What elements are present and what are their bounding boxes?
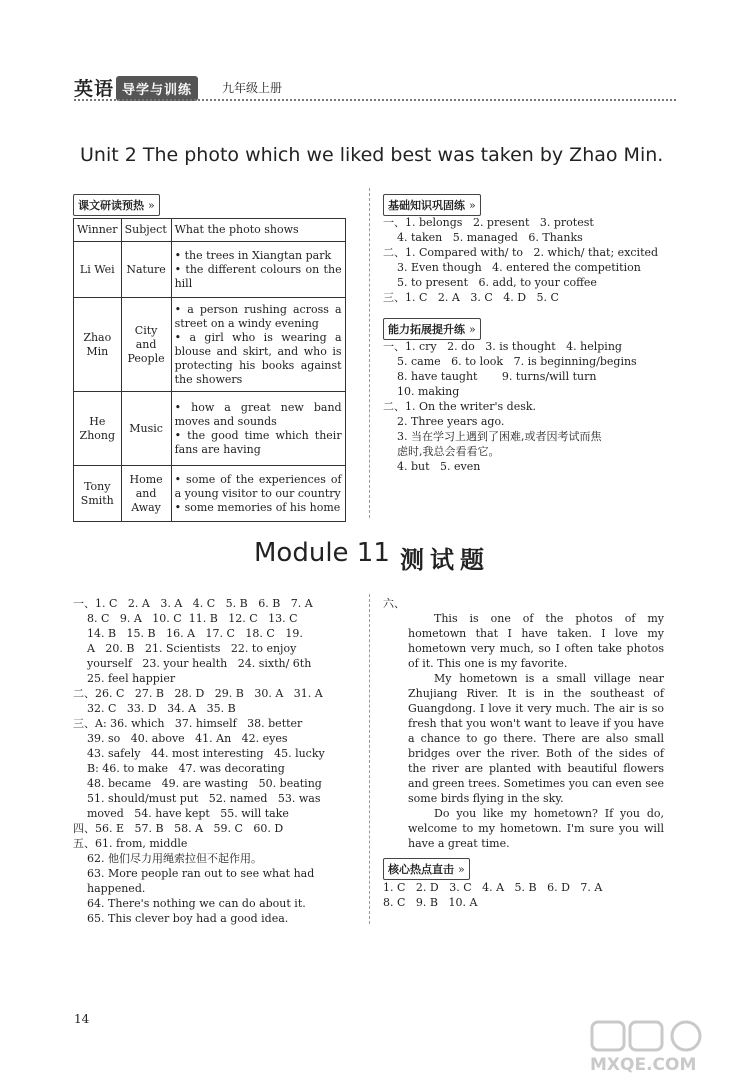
answer-line: 43. safely 44. most interesting 45. lucky: [73, 747, 325, 760]
answer-line: 5. to present 6. add, to your coffee: [383, 276, 597, 289]
essay-paragraph: My hometown is a small village near Zhujiang River. It is in the southeast of Guangdong. I love it very much. The air is so fresh that you won't want to leave if you have a chance to go there. There are also small bridges over the river. Both of the sides of the river are planted with beautiful flowers and green trees. Sometimes you can even see some birds flying in the sky.: [408, 672, 664, 805]
photo-winners-table: [73, 218, 346, 522]
header-grade: 九年级上册: [222, 81, 283, 95]
subject-cell: Home and Away: [121, 466, 171, 522]
essay-paragraph: This is one of the photos of my hometown that I have taken. I love my hometown very much, so I often take photos of it. This one is my favorite.: [408, 612, 664, 670]
photo-shows-item: • the trees in Xiangtan park: [174, 248, 332, 262]
answer-line: 14. B 15. B 16. A 17. C 18. C 19.: [73, 627, 303, 640]
chevron-right-icon: »: [148, 199, 155, 212]
answer-line: 8. have taught 9. turns/will turn: [383, 370, 597, 383]
column-divider: [369, 188, 370, 518]
winner-cell: Tony Smith: [74, 466, 122, 522]
photo-shows-cell: [171, 392, 345, 466]
photo-shows-item: • a person rushing across a street on a windy evening: [174, 302, 342, 330]
unit-title: Unit 2 The photo which we liked best was taken by Zhao Min.: [80, 144, 664, 166]
answer-line: 二、26. C 27. B 28. D 29. B 30. A 31. A: [73, 687, 323, 700]
photo-shows-item: • a girl who is wearing a blouse and skirt, and who is protecting his books against the showers: [174, 330, 342, 386]
answer-line: 8. C 9. B 10. A: [383, 896, 478, 909]
table-body: [74, 242, 346, 522]
photo-shows-item: • some of the experiences of a young visitor to our country: [174, 472, 342, 500]
column-divider: [369, 594, 370, 924]
winner-cell: Zhao Min: [74, 298, 122, 392]
subject-cell: City and People: [121, 298, 171, 392]
winner-cell: Li Wei: [74, 242, 122, 298]
answer-line: 4. taken 5. managed 6. Thanks: [383, 231, 583, 244]
chevron-right-icon: »: [458, 863, 465, 876]
basic-answers: [383, 215, 658, 305]
table-header-row: [74, 219, 346, 242]
table-row: [74, 392, 346, 466]
ability-answers: [383, 339, 637, 474]
answer-line: 51. should/must put 52. named 53. was: [73, 792, 321, 805]
answer-line: 三、1. C 2. A 3. C 4. D 5. C: [383, 291, 559, 304]
answer-line: A 20. B 21. Scientists 22. to enjoy: [73, 642, 297, 655]
answer-line: moved 54. have kept 55. will take: [73, 807, 289, 820]
answer-line: 三、A: 36. which 37. himself 38. better: [73, 717, 303, 730]
module-title: Module 11: [254, 538, 390, 568]
answer-line: 四、56. E 57. B 58. A 59. C 60. D: [73, 822, 284, 835]
answer-line: 48. became 49. are wasting 50. beating: [73, 777, 322, 790]
answer-line: 4. but 5. even: [383, 460, 481, 473]
answer-line: 1. C 2. D 3. C 4. A 5. B 6. D 7. A: [383, 881, 603, 894]
essay-body: [408, 611, 664, 851]
answer-line: 10. making: [383, 385, 460, 398]
table-header-cell: What the photo shows: [171, 219, 345, 242]
watermark-logo: [588, 1020, 738, 1075]
answer-line: 8. C 9. A 10. C 11. B 12. C 13. C: [73, 612, 298, 625]
section-ability: [383, 318, 481, 340]
svg-text:MXQE.COM: MXQE.COM: [590, 1055, 697, 1075]
page-number: 14: [74, 1012, 90, 1026]
essay-paragraph: Do you like my hometown? If you do, welcome to my hometown. I'm sure you will have a great time.: [408, 807, 664, 850]
table-header-cell: Winner: [74, 219, 122, 242]
answer-line: 25. feel happier: [73, 672, 176, 685]
table-row: [74, 298, 346, 392]
subject-cell: Music: [121, 392, 171, 466]
answer-line: 64. There's nothing we can do about it.: [73, 897, 306, 910]
answer-line: yourself 23. your health 24. sixth/ 6th: [73, 657, 312, 670]
answer-line: 二、1. Compared with/ to 2. which/ that; excited: [383, 246, 659, 259]
section-preview: [73, 194, 160, 216]
answer-line: 一、1. belongs 2. present 3. protest: [383, 216, 594, 229]
answer-line: 62. 他们尽力用绳索拉但不起作用。: [73, 852, 262, 865]
answer-line: 3. Even though 4. entered the competition: [383, 261, 641, 274]
table-row: [74, 466, 346, 522]
answer-line: 2. Three years ago.: [383, 415, 505, 428]
answer-line: 32. C 33. D 34. A 35. B: [73, 702, 236, 715]
test-answers: [73, 596, 325, 926]
hot-answers: [383, 880, 602, 910]
chevron-right-icon: »: [469, 323, 476, 336]
photo-shows-item: • the different colours on the hill: [174, 262, 342, 290]
header-series-badge: 导学与训练: [116, 76, 198, 101]
subject-cell: Nature: [121, 242, 171, 298]
photo-shows-cell: [171, 242, 345, 298]
section-hot-label: 核心热点直击 »: [383, 858, 470, 880]
photo-shows-item: • how a great new band moves and sounds: [174, 400, 342, 428]
section-basic-label: 基础知识巩固练 »: [383, 194, 481, 216]
header-subject: 英语: [74, 78, 115, 100]
answer-line: 一、1. C 2. A 3. A 4. C 5. B 6. B 7. A: [73, 597, 313, 610]
answer-line: 一、1. cry 2. do 3. is thought 4. helping: [383, 340, 622, 353]
photo-shows-item: • some memories of his home: [174, 500, 341, 514]
answer-line: happened.: [73, 882, 146, 895]
answer-line: 65. This clever boy had a good idea.: [73, 912, 289, 925]
essay-label: 六、: [383, 597, 405, 610]
answer-line: 虑时,我总会看看它。: [383, 445, 500, 458]
table-header-cell: Subject: [121, 219, 171, 242]
photo-shows-item: • the good time which their fans are having: [174, 428, 342, 456]
section-ability-label: 能力拓展提升练 »: [383, 318, 481, 340]
answer-line: 63. More people ran out to see what had: [73, 867, 315, 880]
section-preview-label: 课文研读预热 »: [73, 194, 160, 216]
chevron-right-icon: »: [469, 199, 476, 212]
module-subtitle: 测试题: [400, 545, 490, 574]
section-hot: [383, 858, 470, 880]
table-row: [74, 242, 346, 298]
header-divider: [74, 99, 676, 101]
answer-line: 五、61. from, middle: [73, 837, 188, 850]
answer-line: 5. came 6. to look 7. is beginning/begins: [383, 355, 637, 368]
answer-line: 3. 当在学习上遇到了困难,或者因考试而焦: [383, 430, 602, 443]
winner-cell: He Zhong: [74, 392, 122, 466]
answer-line: B: 46. to make 47. was decorating: [73, 762, 285, 775]
section-basic: [383, 194, 481, 216]
photo-shows-cell: [171, 298, 345, 392]
answer-line: 39. so 40. above 41. An 42. eyes: [73, 732, 288, 745]
answer-line: 二、1. On the writer's desk.: [383, 400, 537, 413]
photo-shows-cell: [171, 466, 345, 522]
